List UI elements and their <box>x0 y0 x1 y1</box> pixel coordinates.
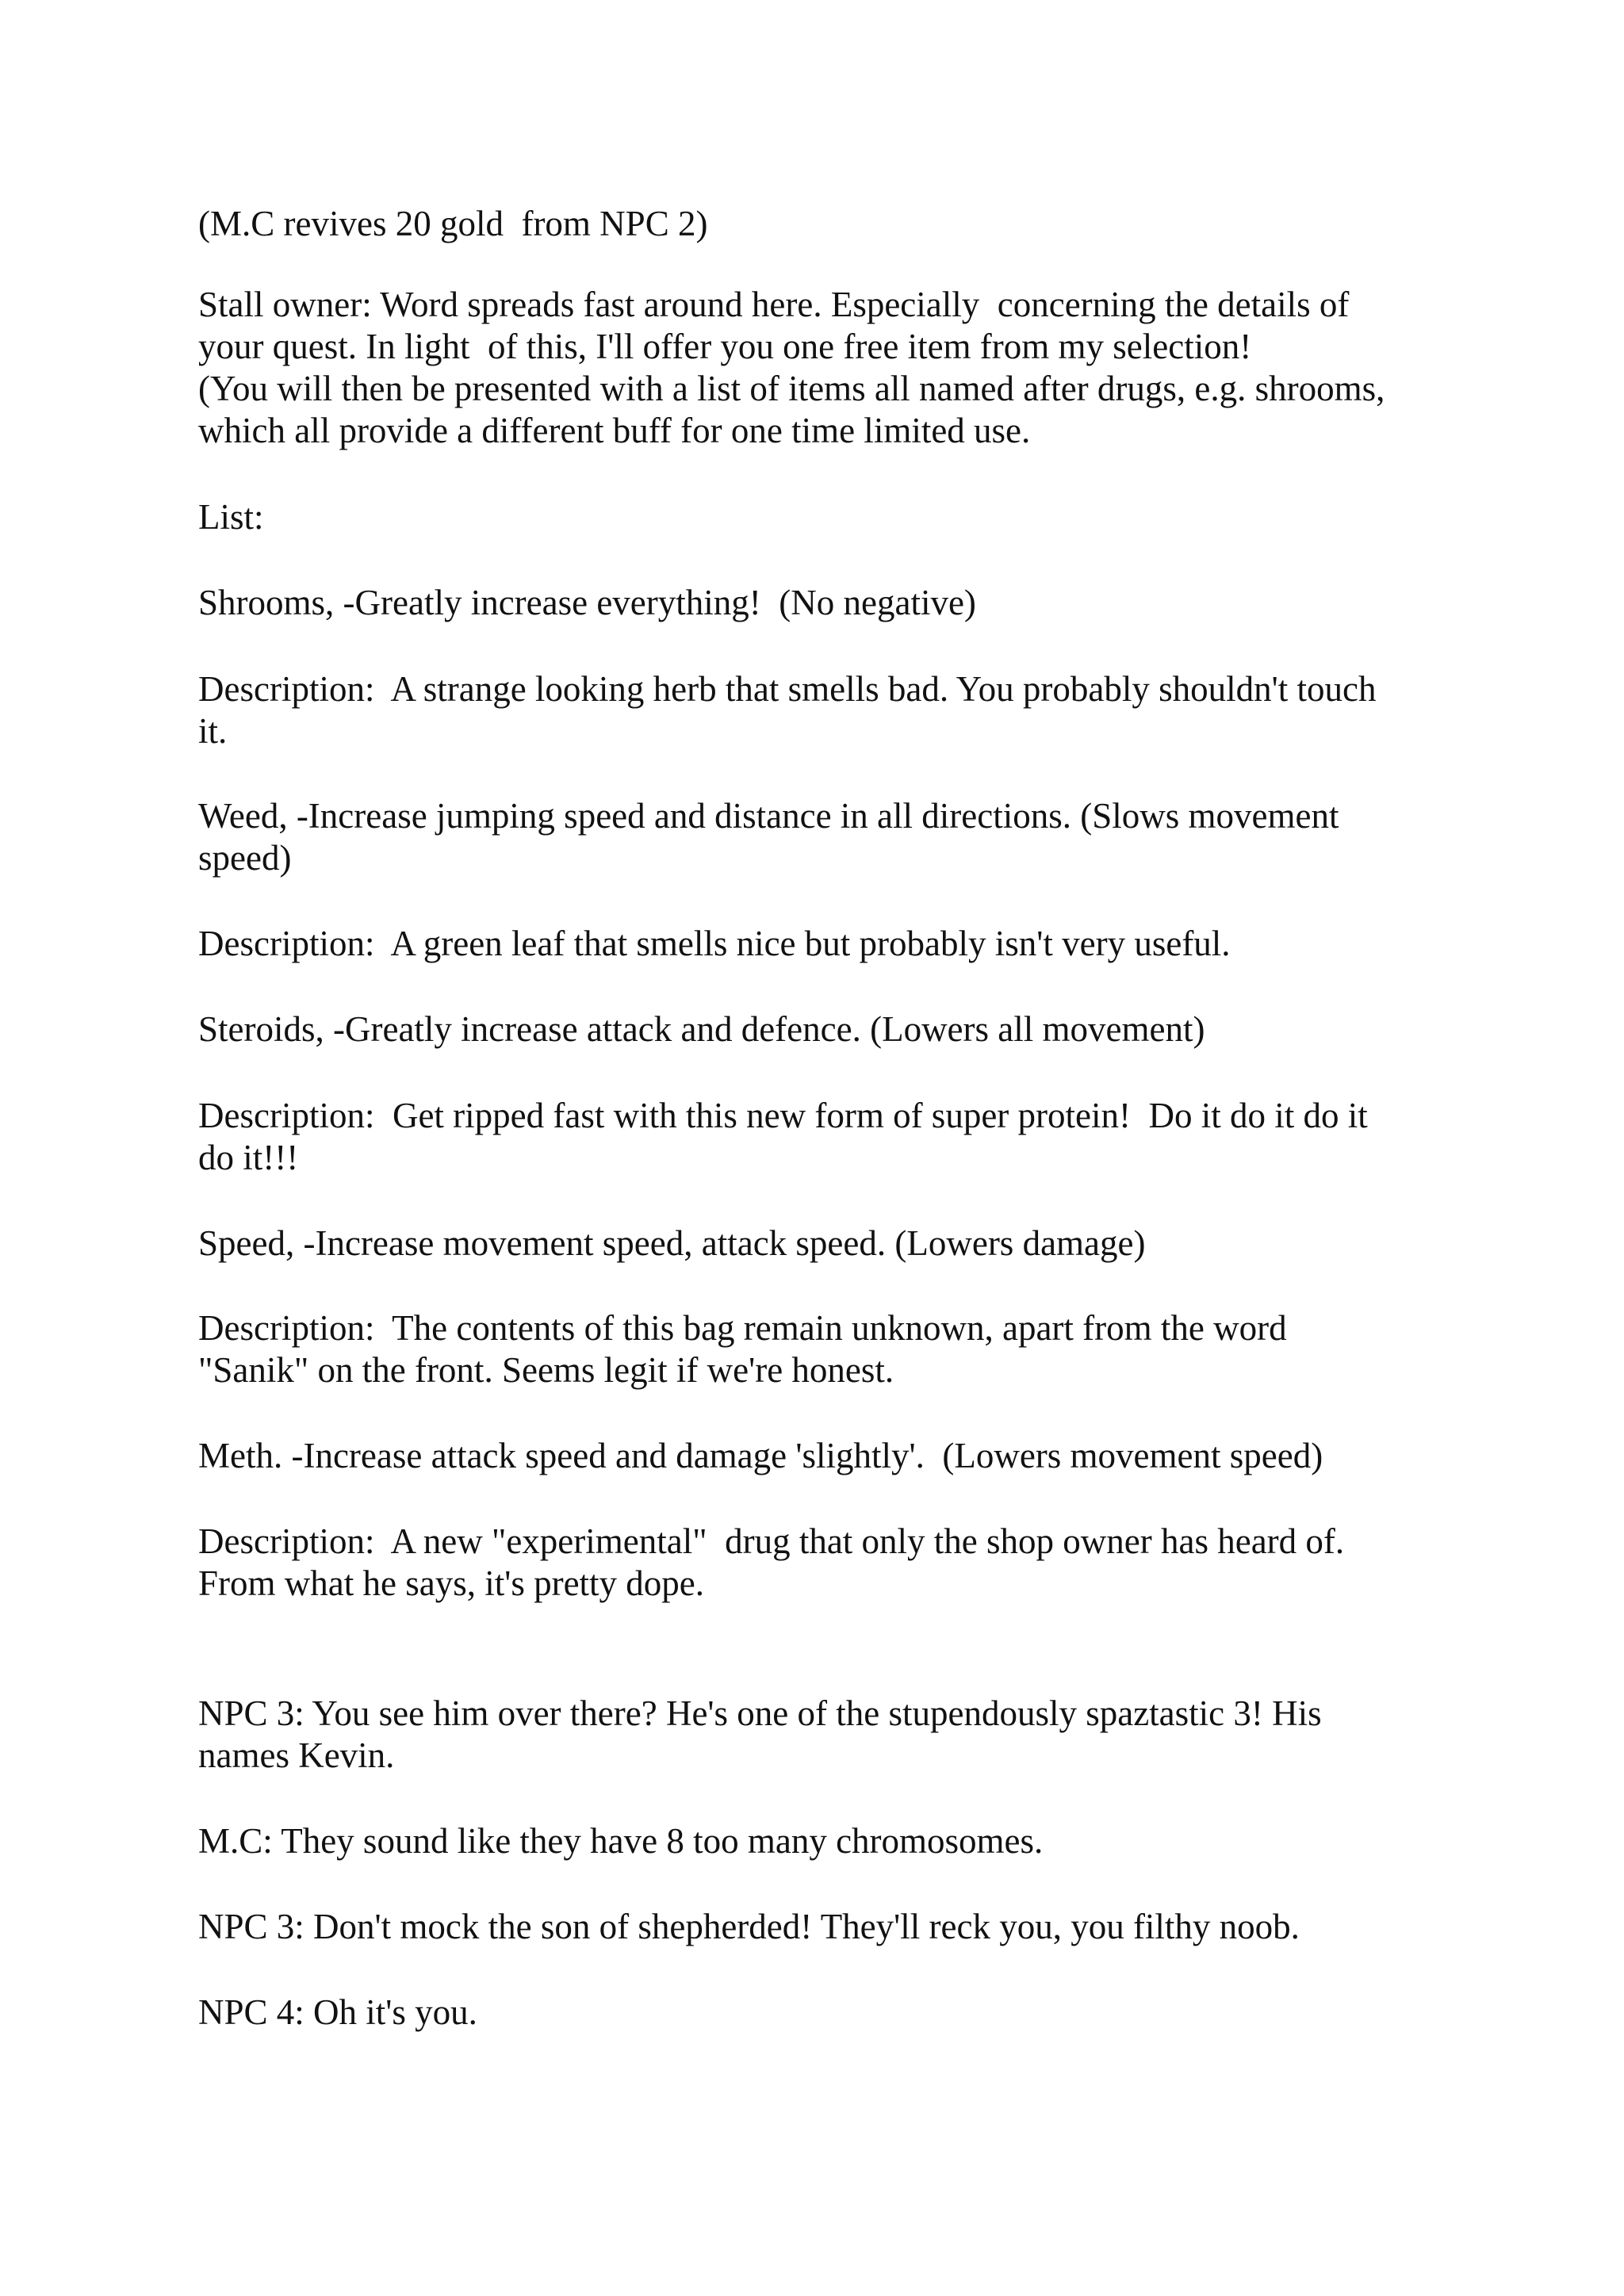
text-line: it. <box>198 711 228 751</box>
text-line: names Kevin. <box>198 1735 395 1775</box>
text-line: Weed, -Increase jumping speed and distance in all directions. (Slows movement <box>198 796 1339 836</box>
text-line: Description: A strange looking herb that smells bad. You probably shouldn't touch <box>198 669 1377 709</box>
text-line: "Sanik" on the front. Seems legit if we're honest. <box>198 1350 894 1390</box>
text-line: Description: The contents of this bag remain unknown, apart from the word <box>198 1308 1287 1348</box>
text-line: Stall owner: Word spreads fast around here. Especially concerning the details of <box>198 285 1350 324</box>
text-line: Shrooms, -Greatly increase everything! (No negative) <box>198 583 976 622</box>
text-line: Speed, -Increase movement speed, attack speed. (Lowers damage) <box>198 1223 1146 1263</box>
text-line: Steroids, -Greatly increase attack and defence. (Lowers all movement) <box>198 1009 1205 1049</box>
text-line: your quest. In light of this, I'll offer you one free item from my selection! <box>198 327 1252 366</box>
text-line: do it!!! <box>198 1138 299 1177</box>
text-line: NPC 4: Oh it's you. <box>198 1992 477 2032</box>
text-line: From what he says, it's pretty dope. <box>198 1563 705 1603</box>
text-line: Description: A green leaf that smells nice but probably isn't very useful. <box>198 924 1231 963</box>
text-line: speed) <box>198 838 292 878</box>
text-line: (You will then be presented with a list of items all named after drugs, e.g. shrooms, <box>198 369 1385 408</box>
text-line: List: <box>198 497 264 537</box>
text-line: NPC 3: Don't mock the son of shepherded! They'll reck you, you filthy noob. <box>198 1907 1300 1946</box>
text-line: Description: Get ripped fast with this new form of super protein! Do it do it do it <box>198 1096 1368 1135</box>
text-line: (M.C revives 20 gold from NPC 2) <box>198 204 708 243</box>
text-line: M.C: They sound like they have 8 too many chromosomes. <box>198 1821 1044 1861</box>
text-line: which all provide a different buff for one time limited use. <box>198 411 1031 450</box>
text-line: Meth. -Increase attack speed and damage 'slightly'. (Lowers movement speed) <box>198 1436 1323 1475</box>
text-line: Description: A new "experimental" drug that only the shop owner has heard of. <box>198 1521 1345 1561</box>
text-line: NPC 3: You see him over there? He's one of the stupendously spaztastic 3! His <box>198 1693 1322 1733</box>
